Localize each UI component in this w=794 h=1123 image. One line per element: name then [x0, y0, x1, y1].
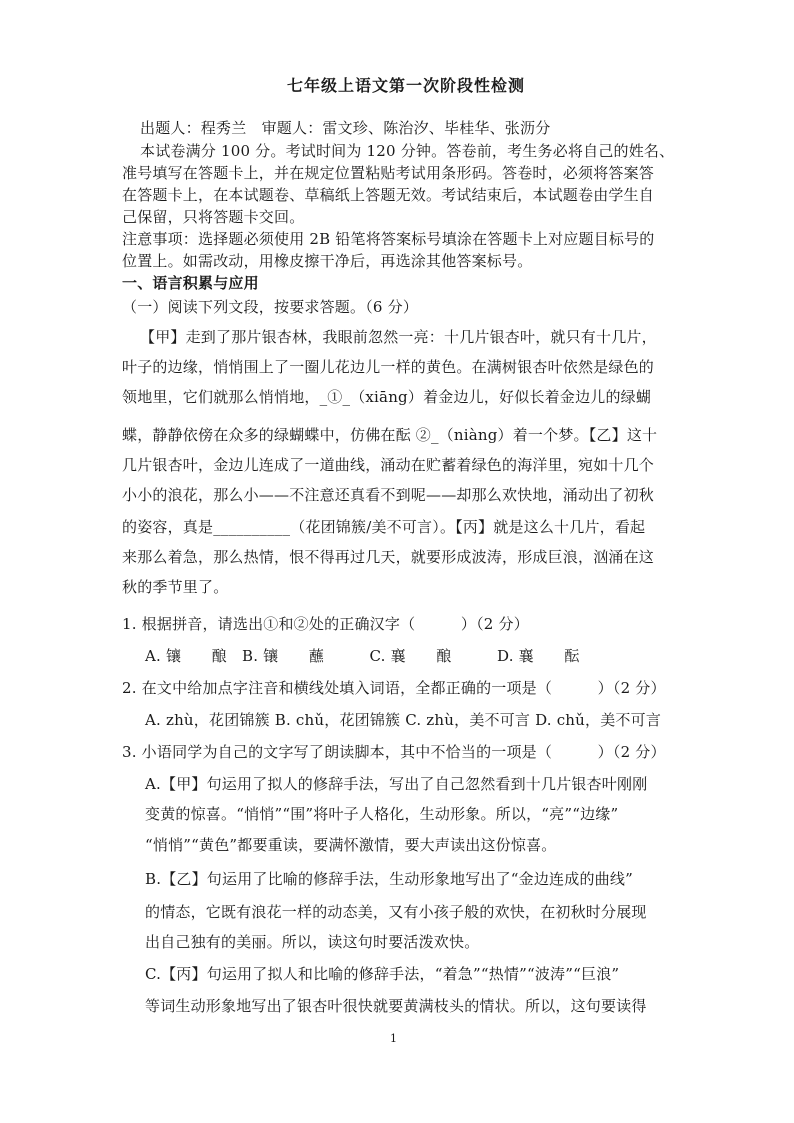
question-2: 2. 在文中给加点字注音和横线处填入词语，全都正确的一项是（ ）（2 分） [122, 679, 666, 697]
passage-line: 来那么着急，那么热情，恨不得再过几天，就要形成波涛，形成巨浪，汹涌在这 [122, 548, 655, 566]
question-1: 1. 根据拼音，请选出①和②处的正确汉字（ ）（2 分） [122, 615, 529, 633]
exam-title: 七年级上语文第一次阶段性检测 [287, 76, 526, 95]
passage-line: 领地里，它们就那么悄悄地，_①_（xiāng）着金边儿，好似长着金边儿的绿蝴 [122, 388, 652, 406]
question-3-option-b-cont: 的情态，它既有浪花一样的动态美，又有小孩子般的欢快，在初秋时分展现 [145, 903, 647, 921]
intro-line: 出题人：程秀兰 审题人：雷文珍、陈治汐、毕桂华、张沥分 [140, 119, 551, 137]
intro-line: 本试卷满分 100 分。考试时间为 120 分钟。答卷前，考生务必将自己的姓名、 [140, 142, 675, 160]
intro-line: 在答题卡上，在本试题卷、草稿纸上答题无效。考试结束后，本试题卷由学生自 [122, 186, 655, 204]
question-3-option-c: C.【丙】句运用了拟人和比喻的修辞手法，“着急”“热情”“波涛”“巨浪” [145, 965, 620, 983]
question-1-options: A. 镶 酿 B. 镶 蘸 C. 襄 酿 D. 襄 酝 [145, 647, 580, 665]
question-2-options: A. zhù，花团锦簇 B. chǔ，花团锦簇 C. zhù，美不可言 D. chǔ，美不可言 [145, 711, 662, 729]
intro-line: 注意事项：选择题必须使用 2B 铅笔将答案标号填涂在答题卡上对应题目标号的 [122, 230, 655, 248]
page-number: 1 [390, 1032, 397, 1045]
question-3: 3. 小语同学为自己的文字写了朗读脚本，其中不恰当的一项是（ ）（2 分） [122, 743, 666, 761]
passage-line: 蝶，静静依傍在众多的绿蝴蝶中，仿佛在酝 ②_（niàng）着一个梦。【乙】这十 [122, 426, 658, 444]
passage-line: 的姿容，真是__________（花团锦簇/美不可言）。【丙】就是这么十几片，看起 [122, 518, 646, 536]
intro-line: 位置上。如需改动，用橡皮擦干净后，再选涂其他答案标号。 [122, 252, 533, 270]
question-3-option-c-cont: 等词生动形象地写出了银杏叶很快就要黄满枝头的情状。所以，这句要读得 [145, 997, 647, 1015]
question-3-option-a: A.【甲】句运用了拟人的修辞手法，写出了自己忽然看到十几片银杏叶刚刚 [145, 775, 648, 793]
passage-line: 秋的季节里了。 [122, 578, 229, 596]
section-heading: 一、语言积累与应用 [122, 274, 259, 292]
passage-line: 【甲】走到了那片银杏林，我眼前忽然一亮：十几片银杏叶，就只有十几片， [140, 328, 657, 346]
part-heading: （一）阅读下列文段，按要求答题。（6 分） [122, 298, 419, 316]
passage-line: 几片银杏叶，金边儿连成了一道曲线，涌动在贮蓄着绿色的海洋里，宛如十几个 [122, 456, 655, 474]
question-3-option-b-cont: 出自己独有的美丽。所以，读这句时要活泼欢快。 [145, 933, 480, 951]
intro-line: 准号填写在答题卡上，并在规定位置粘贴考试用条形码。答卷时，必须将答案答 [122, 164, 655, 182]
passage-line: 叶子的边缘，悄悄围上了一圈儿花边儿一样的黄色。在满树银杏叶依然是绿色的 [122, 358, 655, 376]
question-3-option-a-cont: “悄悄”“黄色”都要重读，要满怀激情，要大声读出这份惊喜。 [145, 836, 557, 854]
intro-line: 己保留，只将答题卡交回。 [122, 208, 305, 226]
question-3-option-b: B.【乙】句运用了比喻的修辞手法，生动形象地写出了“金边连成的曲线” [145, 870, 633, 888]
question-3-option-a-cont: 变黄的惊喜。“悄悄”“围”将叶子人格化，生动形象。所以，“亮”“边缘” [145, 805, 619, 823]
passage-line: 小小的浪花，那么小——不注意还真看不到呢——却那么欢快地，涌动出了初秋 [122, 486, 655, 504]
